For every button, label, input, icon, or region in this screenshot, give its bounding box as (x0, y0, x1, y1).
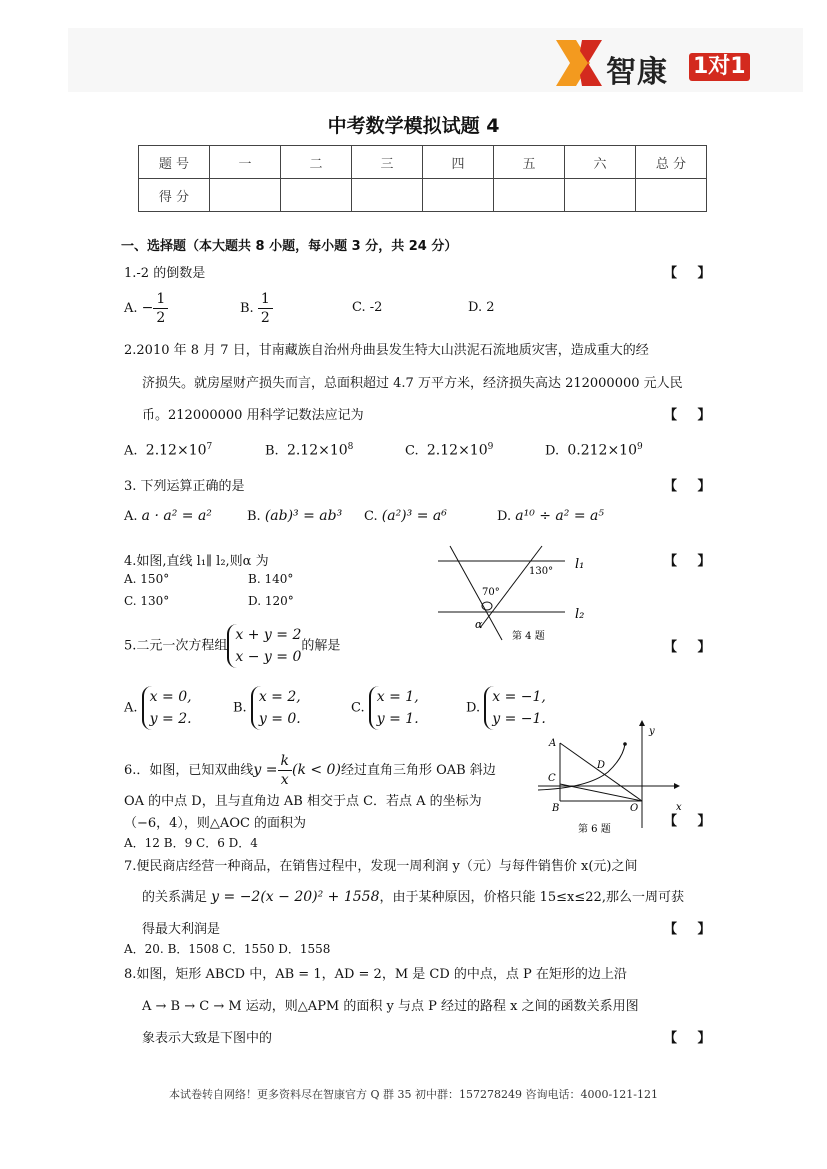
answer-bracket[interactable]: 【 】 (664, 408, 719, 423)
x-axis-label: x (676, 802, 682, 813)
figure-caption: 第 4 题 (512, 631, 545, 642)
q3-choice-d (497, 508, 604, 524)
math-expr: y = −2(x − 20)² + 1558 (211, 889, 380, 905)
alpha-label: α (475, 618, 483, 631)
equation: x = −1, (492, 689, 546, 705)
q7-choices: A．20. B．1508 C．1550 D．1558 (124, 942, 331, 956)
point-b-label: B (552, 803, 560, 814)
equation: x − y = 0 (235, 649, 302, 665)
q2-line3: 币。212000000 用科学记数法应记为 (142, 408, 364, 423)
table-cell: 总 分 (636, 146, 707, 179)
curve-end-point (623, 742, 627, 746)
x-axis-arrow (674, 783, 680, 789)
table-cell: 二 (281, 146, 352, 179)
math-expr: (a²)³ = a⁶ (381, 508, 447, 524)
table-cell: 三 (352, 146, 423, 179)
choice-label: B. (240, 301, 254, 316)
q1-stem: 1.-2 的倒数是 (124, 266, 206, 281)
math-expr: (k < 0) (291, 762, 341, 778)
page-footer: 本试卷转自网络！更多资料尽在智康官方 Q 群 35 初中群：157278249 咨询电话：4000-121-121 (169, 1088, 658, 1101)
q3-choice-b (247, 508, 342, 524)
q4-choice-c: C. 130° (124, 594, 170, 608)
answer-bracket[interactable]: 【 】 (664, 266, 719, 281)
stem-text: 的关系满足 (142, 890, 208, 905)
stem-text: ，由于某种原因，价格只能 15≤x≤22,那么一周可获 (379, 890, 684, 905)
score-input-cell[interactable] (565, 179, 636, 212)
frac-num: k (278, 752, 292, 771)
table-cell: 题 号 (139, 146, 210, 179)
q1-choice-c: C. -2 (352, 300, 383, 315)
y-axis-label: y (649, 726, 655, 737)
point-d-label: D (597, 760, 606, 771)
choice-label: B. (265, 443, 279, 459)
score-input-cell[interactable] (352, 179, 423, 212)
q8-line2: A → B → C → M 运动，则△APM 的面积 y 与点 P 经过的路程 x 之间的函数关系用图 (142, 999, 639, 1014)
table-row (139, 179, 707, 212)
q2-choice-b (265, 442, 353, 458)
stem-text: 6.．如图，已知双曲线 (124, 763, 254, 778)
sci-value: 2.12×10 (426, 442, 488, 459)
sci-value: 0.212×10 (567, 442, 637, 459)
table-cell: 六 (565, 146, 636, 179)
choice-label: B. (233, 700, 247, 716)
q1-choices (124, 290, 168, 327)
q4-stem: 4.如图,直线 l₁∥ l₂,则α 为 (124, 554, 269, 569)
score-input-cell[interactable] (494, 179, 565, 212)
brand-badge: 1对1 (689, 53, 750, 81)
point-c-label: C (548, 773, 556, 784)
choice-label: D. (497, 509, 512, 524)
table-cell: 得 分 (139, 179, 210, 212)
answer-bracket[interactable]: 【 】 (664, 1031, 719, 1046)
choice-label: C. (405, 443, 419, 459)
q7-line2 (142, 886, 684, 905)
choice-label: C. (351, 700, 365, 716)
frac-num: 1 (153, 290, 168, 309)
stem-text: 的解是 (301, 638, 341, 654)
q1-choice-b (240, 290, 273, 327)
solution-system (142, 686, 192, 730)
choice-label: B. (247, 509, 261, 524)
choice-label: A. (124, 301, 138, 316)
choice-label: A. (124, 509, 138, 524)
table-cell: 一 (210, 146, 281, 179)
equation: y = 0. (258, 711, 301, 727)
q5-stem (124, 624, 340, 668)
point-o-label: O (630, 803, 639, 814)
section-heading: 一、选择题（本大题共 8 小题，每小题 3 分，共 24 分） (121, 239, 458, 254)
math-expr: a · a² = a² (141, 508, 212, 524)
minus-sign: − (141, 300, 154, 316)
math-expr: (ab)³ = ab³ (264, 508, 343, 524)
choice-label: D. (466, 700, 481, 716)
equation: y = 1. (376, 711, 419, 727)
q2-choice-a (124, 442, 212, 458)
q3-stem: 3. 下列运算正确的是 (124, 479, 245, 494)
frac-den: 2 (156, 310, 166, 326)
exponent: 9 (487, 442, 494, 452)
l1-label: l₁ (575, 557, 585, 572)
equation: x + y = 2 (235, 627, 302, 643)
table-cell: 四 (423, 146, 494, 179)
q5-choice-a (124, 686, 192, 730)
brand-name: 智康 (606, 55, 668, 90)
equation: x = 0, (149, 689, 192, 705)
fraction (153, 290, 168, 327)
equation: x = 1, (376, 689, 419, 705)
stem-text: 经过直角三角形 OAB 斜边 (340, 763, 496, 778)
l2-label: l₂ (575, 607, 585, 622)
answer-bracket[interactable]: 【 】 (664, 922, 719, 937)
q5-choice-b (233, 686, 301, 730)
stem-text: 5.二元一次方程组 (124, 638, 228, 654)
q6-stem (124, 752, 496, 789)
brand-logo-icon (556, 40, 602, 86)
equation: y = −1. (492, 711, 546, 727)
solution-system (369, 686, 419, 730)
q3-choice-c (364, 508, 447, 524)
frac-num: 1 (258, 290, 273, 309)
frac-den: x (280, 772, 289, 788)
exponent: 8 (347, 442, 354, 452)
choice-label: A. (124, 700, 138, 716)
sci-value: 2.12×10 (145, 442, 207, 459)
answer-bracket[interactable]: 【 】 (664, 814, 719, 829)
q4-choice-a: A. 150° (124, 572, 170, 586)
q4-choice-b: B. 140° (248, 572, 294, 586)
sci-value: 2.12×10 (286, 442, 348, 459)
q2-choice-c (405, 442, 493, 458)
exponent: 9 (636, 442, 643, 452)
q4-choice-d: D. 120° (248, 594, 294, 608)
angle-label-70: 70° (482, 587, 500, 598)
choice-label: C. (364, 509, 378, 524)
q3-choice-a (124, 508, 212, 524)
angle-label-130: 130° (529, 566, 554, 577)
q2-line1: 2.2010 年 8 月 7 日，甘南藏族自治州舟曲县发生特大山洪泥石流地质灾害，造成重大的经 (124, 343, 649, 358)
choice-label: D. (545, 443, 560, 459)
q6-line2: OA 的中点 D，且与直角边 AB 相交于点 C．若点 A 的坐标为 (124, 794, 482, 809)
answer-bracket[interactable]: 【 】 (664, 554, 719, 569)
answer-bracket[interactable]: 【 】 (664, 640, 719, 655)
figure-q6 (528, 718, 698, 840)
score-input-cell[interactable] (210, 179, 281, 212)
q8-line3: 象表示大致是下图中的 (142, 1031, 273, 1046)
q2-choice-d (545, 442, 643, 458)
score-input-cell[interactable] (636, 179, 707, 212)
q1-choice-d: D. 2 (468, 300, 495, 315)
figure-caption: 第 6 题 (578, 824, 611, 835)
equation: x = 2, (258, 689, 301, 705)
q7-line3: 得最大利润是 (142, 922, 221, 937)
solution-system (251, 686, 301, 730)
frac-den: 2 (260, 310, 270, 326)
figure-q4 (430, 542, 600, 642)
fraction (278, 752, 292, 789)
table-row (139, 146, 707, 179)
q2-line2: 济损失。就房屋财产损失而言，总面积超过 4.7 万平方米，经济损失高达 212000000 元人民 (142, 376, 683, 391)
choice-label: A. (124, 443, 138, 459)
table-cell: 五 (494, 146, 565, 179)
score-input-cell[interactable] (423, 179, 494, 212)
math-expr: y = (253, 762, 278, 778)
fraction (258, 290, 273, 327)
y-axis-arrow (639, 720, 645, 726)
q5-choice-c (351, 686, 419, 730)
q8-line1: 8.如图，矩形 ABCD 中，AB = 1，AD = 2，M 是 CD 的中点，点 P 在矩形的边上沿 (124, 967, 627, 982)
point-a-label: A (549, 738, 557, 749)
q6-line3: （−6，4），则△AOC 的面积为 (124, 816, 307, 831)
exponent: 7 (206, 442, 213, 452)
answer-bracket[interactable]: 【 】 (664, 479, 719, 494)
math-expr: a¹⁰ ÷ a² = a⁵ (515, 508, 604, 524)
q6-choices: A．12 B．9 C．6 D．4 (124, 836, 258, 850)
page-title: 中考数学模拟试题 4 (327, 115, 500, 137)
q7-line1: 7.便民商店经营一种商品，在销售过程中，发现一周利润 y（元）与每件销售价 x(元)之间 (124, 859, 638, 874)
score-table (138, 145, 707, 212)
equation-system (227, 624, 301, 668)
score-input-cell[interactable] (281, 179, 352, 212)
equation: y = 2. (149, 711, 192, 727)
